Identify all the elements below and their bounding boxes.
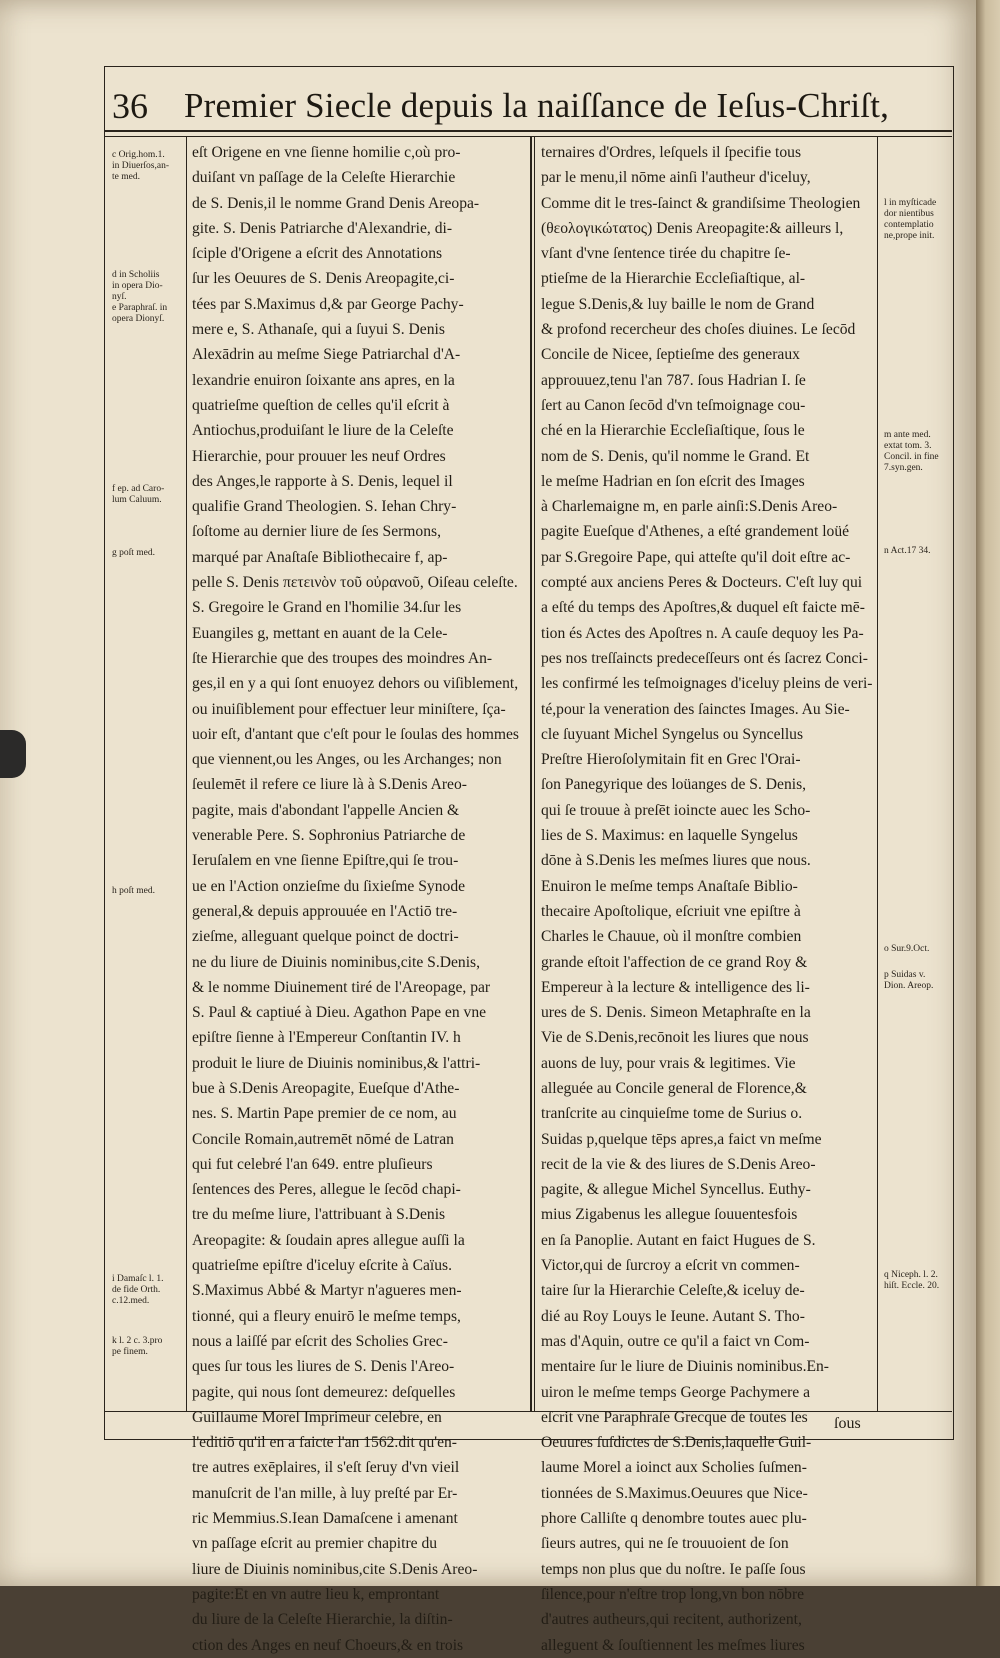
facing-page-edge [976,0,1000,1586]
text-line: pagite, qui nous ſont demeurez: deſquelles [192,1383,456,1401]
text-line: Concile Romain,autremēt nōmé de Latran [192,1130,454,1148]
text-line: general,& depuis approuuée en l'Actiō tre- [192,902,458,920]
page-number: 36 [112,86,148,126]
text-line: mentaire ſur le liure de Diuinis nominibus.En- [541,1358,829,1376]
text-line: ction des Anges en neuf Choeurs,& en trois [192,1636,464,1654]
text-line: nous a laiſſé par eſcrit des Scholies Grec- [192,1332,448,1350]
header-rule [104,130,952,132]
text-line: pagite:Et en vn autre lieu k, emprontant [192,1585,440,1603]
text-line: tre autres exēplaires, il s'eſt ſeruy d'vn vieil [192,1459,460,1477]
text-line: bue à S.Denis Areopagite, Eueſque d'Athe- [192,1079,460,1097]
text-line: pes nos treſſaincts predeceſſeurs ont és ſacrez Conci- [541,649,868,667]
text-line: ſentences des Peres, allegue le ſecōd chapi- [192,1181,461,1199]
text-line: ſert au Canon ſecōd d'vn teſmoignage cou- [541,396,806,414]
margin-note: o Sur.9.Oct. [884,944,930,954]
text-line: Ieruſalem en vne ſienne Epiſtre,qui ſe trou- [192,852,459,870]
text-line: Preſtre Hieroſolymitain fit en Grec l'Orai- [541,751,801,769]
running-header [112,82,952,130]
margin-note: p Suidas v. Dion. Areop. [884,970,934,991]
text-line: d'autres autheurs,qui recitent, authorizent, [541,1611,802,1629]
text-line: qualifie Grand Theologien. S. Iehan Chry- [192,498,457,516]
text-line: tionné, qui a fleury enuirō le meſme temps, [192,1307,461,1325]
center-column-rule-2 [534,136,535,1411]
text-line: & le nomme Diuinement tiré de l'Areopage, par [192,978,491,996]
text-line: les confirmé les teſmoignages d'iceluy pleins de veri- [541,675,873,693]
text-line: venerable Pere. S. Sophronius Patriarche de [192,827,466,845]
text-line: mas d'Aquin, outre ce qu'il a faict vn Com- [541,1332,810,1350]
text-line: ſieurs autres, qui ne ſe trouuoient de ſon [541,1535,789,1553]
text-line: de S. Denis,il le nomme Grand Denis Areopa- [192,194,480,212]
text-line: Hierarchie, pour prouuer les neuf Ordres [192,447,446,465]
text-line: gite. S. Denis Patriarche d'Alexandrie, di- [192,219,453,237]
text-line: Suidas p,quelque tēps apres,a faict vn meſme [541,1130,822,1148]
text-line: ſciple d'Origene a eſcrit des Annotations [192,245,443,263]
text-line: Concile de Nicee, ſeptieſme des generaux [541,346,800,364]
margin-note: k l. 2 c. 3.pro pe finem. [112,1336,163,1357]
text-line: lies de S. Maximus: en laquelle Syngelus [541,827,798,845]
margin-note: h poſt med. [112,886,156,896]
text-line: ternaires d'Ordres, leſquels il ſpecifie tous [541,144,802,161]
text-line: laume Morel a ioinct aux Scholies ſuſmen- [541,1459,807,1477]
text-line: à Charlemaigne m, en parle ainſi:S.Denis Areo- [541,498,838,516]
text-line: vn paſſage eſcrit au premier chapitre du [192,1535,438,1553]
text-line: Oeuures ſuſdictes de S.Denis,laquelle Guil- [541,1434,812,1452]
text-line: quatrieſme epiſtre d'iceluy eſcrite à Caïus. [192,1257,452,1275]
text-line: ſilence,pour n'eſtre trop long,vn bon nōbre [541,1585,805,1603]
margin-note: i Damaſc l. 1. de fide Orth. c.12.med. [112,1274,164,1306]
text-line: Antiochus,produiſant le liure de la Celeſte [192,422,454,440]
header-rule-thin [104,136,952,137]
text-line: des Anges,le rapporte à S. Denis, lequel il [192,472,453,490]
text-line: mius Zigabenus les allegue ſouuentesfois [541,1206,798,1224]
margin-note: l in myſticade dor nientibus contemplatio ne,prope init. [884,198,937,241]
text-line: ſte Hierarchie que des troupes des moindres An- [192,649,493,667]
left-text-column [192,140,522,1654]
text-line: ſur les Oeuures de S. Denis Areopagite,ci- [192,270,455,288]
text-line: par S.Gregoire Pape, qui atteſte qu'il doit eſtre ac- [541,548,851,566]
text-line: grande eſtoit l'affection de ce grand Roy & [541,953,808,971]
text-line: tion és Actes des Apoſtres n. A cauſe dequoy les Pa- [541,624,864,642]
text-line: nom de S. Denis, qu'il nomme le Grand. Et [541,447,810,465]
text-line: pelle S. Denis πετεινὸν τοῦ οὐρανοῦ, Oiſeau celeſte. [192,574,518,592]
text-line: lexandrie enuiron ſoixante ans apres, en la [192,371,455,389]
text-line: manuſcrit de l'an mille, à luy preſté par Er- [192,1484,458,1502]
text-line: té,pour la veneration des ſainctes Images. Au Sie- [541,700,850,718]
margin-note: f ep. ad Caro- lum Caluum. [112,484,165,505]
text-line: l'editiō qu'il en a faicte l'an 1562.dit qu'en- [192,1434,457,1452]
text-line: legue S.Denis,& luy baille le nom de Grand [541,295,815,313]
text-line: Empereur à la lecture & intelligence des li- [541,978,810,996]
text-line: Guillaume Morel Imprimeur celebre, en [192,1408,442,1426]
text-line: ue en l'Action onzieſme du ſixieſme Synode [192,877,466,895]
text-line: ſon Panegyrique des loüanges de S. Denis, [541,776,807,794]
text-line: cle ſuyuant Michel Syngelus ou Syncellus [541,725,804,743]
text-line: ne du liure de Diuinis nominibus,cite S.Denis, [192,953,481,971]
text-line: le meſme Hadrian en ſon eſcrit des Images [541,472,805,490]
text-line: que viennent,ou les Anges, ou les Archanges; non [192,751,502,769]
text-line: S.Maximus Abbé & Martyr n'agueres men- [192,1282,462,1300]
text-line: Comme dit le tres-ſainct & grandiſsime Theologien [541,194,861,212]
text-line: ures de S. Denis. Simeon Metaphraſte en la [541,1004,811,1022]
text-line: par le menu,il nōme ainſi l'autheur d'iceluy, [541,169,811,187]
text-line: du liure de la Celeſte Hierarchie, la diſtin- [192,1611,453,1629]
text-line: uiron le meſme temps George Pachymere a [541,1383,811,1401]
margin-note: m ante med. extat tom. 3. Concil. in fine 7.syn.gen. [884,430,939,473]
text-line: qui ſe trouue à preſēt ioincte auec les Scho- [541,801,811,819]
text-line: phore Calliſte q denombre toutes auec plu- [541,1510,807,1528]
text-line: ric Memmius.S.Iean Damaſcene i amenant [192,1510,458,1528]
text-line: nes. S. Martin Pape premier de ce nom, au [192,1105,457,1123]
right-column-rule [877,136,878,1411]
margin-note: c Orig.hom.1. in Diuerſos,an- te med. [112,150,169,182]
text-line: ptieſme de la Hierarchie Eccleſiaſtique, al- [541,270,806,288]
text-line: tées par S.Maximus d,& par George Pachy- [192,295,464,313]
text-line: liure de Diuinis nominibus,cite S.Denis Areo- [192,1560,478,1578]
right-margin-notes [884,0,954,1586]
text-line: ges,il en y a qui ſont enuoyez dehors ou viſiblement, [192,675,519,693]
text-line: temps non plus que du noſtre. Ie paſſe ſous [541,1560,806,1578]
text-line: recit de la vie & des liures de S.Denis Areo- [541,1155,816,1173]
text-line: auons de luy, pour vrais & legitimes. Vie [541,1054,796,1072]
text-line: S. Paul & captiué à Dieu. Agathon Pape en vne [192,1004,487,1022]
text-line: Vie de S.Denis,recōnoit les liures que nous [541,1029,809,1047]
text-line: ſoſtome au dernier liure de ſes Sermons, [192,523,441,541]
text-line: eſcrit vne Paraphraſe Grecque de toutes les [541,1408,808,1426]
margin-note: n Act.17 34. [884,546,931,556]
text-line: Euangiles g, mettant en auant de la Cele- [192,624,448,642]
text-line: S. Gregoire le Grand en l'homilie 34.ſur les [192,599,462,617]
text-line: ché en la Hierarchie Eccleſiaſtique, ſous le [541,422,805,440]
margin-note: q Niceph. l. 2. hiſt. Eccle. 20. [884,1270,940,1291]
text-line: epiſtre ſienne à l'Empereur Conſtantin IV. h [192,1029,461,1047]
text-line: marqué par Anaſtaſe Bibliothecaire f, ap- [192,548,448,566]
text-line: tre du meſme liure, l'attribuant à S.Denis [192,1206,446,1224]
margin-note: g poſt med. [112,548,156,558]
margin-note: d in Scholiis in opera Dio- nyſ. e Paraphraſ. in opera Dionyſ. [112,270,168,324]
text-line: Enuiron le meſme temps Anaſtaſe Biblio- [541,877,798,895]
text-line: uoir eſt, d'antant que c'eſt pour le ſoulas des hommes [192,725,519,743]
text-line: ques ſur tous les liures de S. Denis l'Areo- [192,1358,455,1376]
text-line: zieſme, alleguant quelque poinct de doctri- [192,928,459,946]
text-line: compté aux anciens Peres & Docteurs. C'eſt luy qui [541,574,863,592]
text-line: alleguent & ſouſtiennent les meſmes liures [541,1636,805,1654]
text-line: (θεολογικώτατος) Denis Areopagite:& ailleurs l, [541,219,844,237]
text-line: taire ſur la Hierarchie Celeſte,& iceluy de- [541,1282,805,1300]
text-line: & profond recercheur des choſes diuines. Le ſecōd [541,321,856,339]
text-line: tionnées de S.Maximus.Oeuures que Nice- [541,1484,808,1502]
catchword: ſous [834,1415,861,1432]
text-line: Victor,qui de ſurcroy a eſcrit vn commen- [541,1257,800,1275]
text-line: pagite, & allegue Michel Syncellus. Euthy- [541,1181,811,1199]
text-line: vſant d'vne ſentence tirée du chapitre ſe- [541,245,791,263]
text-line: a eſté du temps des Apoſtres,& duquel eſt faicte mē- [541,599,865,617]
text-line: produit le liure de Diuinis nominibus,& l'attri- [192,1054,481,1072]
text-line: eſt Origene en vne ſienne homilie c,où pro- [192,144,461,161]
center-column-rule [530,136,532,1411]
right-text-column [541,140,877,1654]
text-line: Areopagite: & ſoudain apres allegue auſſi la [192,1231,465,1249]
binding-clip [0,730,26,778]
text-line: ou inuiſiblement pour effectuer leur miniſtere, ſça- [192,700,506,718]
running-title: Premier Siecle depuis la naiſſance de Ieſus-Chriſt, [184,86,890,125]
text-line: tranſcrite au cinquieſme tome de Surius o. [541,1105,803,1123]
text-line: dōne à S.Denis les meſmes liures que nous. [541,852,811,870]
left-column-rule [186,136,187,1411]
text-line: pagite, mais d'abondant l'appelle Ancien & [192,801,460,819]
text-line: ſeulemēt il refere ce liure là à S.Denis Areo- [192,776,467,794]
text-line: duiſant vn paſſage de la Celeſte Hierarchie [192,169,456,187]
text-line: en ſa Panoplie. Autant en faict Hugues de S. [541,1231,816,1249]
left-margin-notes [112,0,184,1586]
text-line: pagite Eueſque d'Athenes, a eſté grandement loüé [541,523,850,541]
text-line: mere e, S. Athanaſe, qui a ſuyui S. Denis [192,321,445,339]
text-line: quatrieſme queſtion de celles qu'il eſcrit à [192,396,450,414]
text-line: dié au Roy Louys le Ieune. Autant S. Tho- [541,1307,805,1325]
text-line: Charles le Chauue, où il monſtre combien [541,928,802,946]
text-line: Alexādrin au meſme Siege Patriarchal d'A- [192,346,461,364]
text-line: approuuez,tenu l'an 787. ſous Hadrian I. ſe [541,371,806,389]
text-line: qui fut celebré l'an 649. entre pluſieurs [192,1155,433,1173]
text-line: thecaire Apoſtolique, eſcriuit vne epiſtre à [541,902,801,920]
text-line: alleguée au Concile general de Florence,& [541,1079,807,1097]
